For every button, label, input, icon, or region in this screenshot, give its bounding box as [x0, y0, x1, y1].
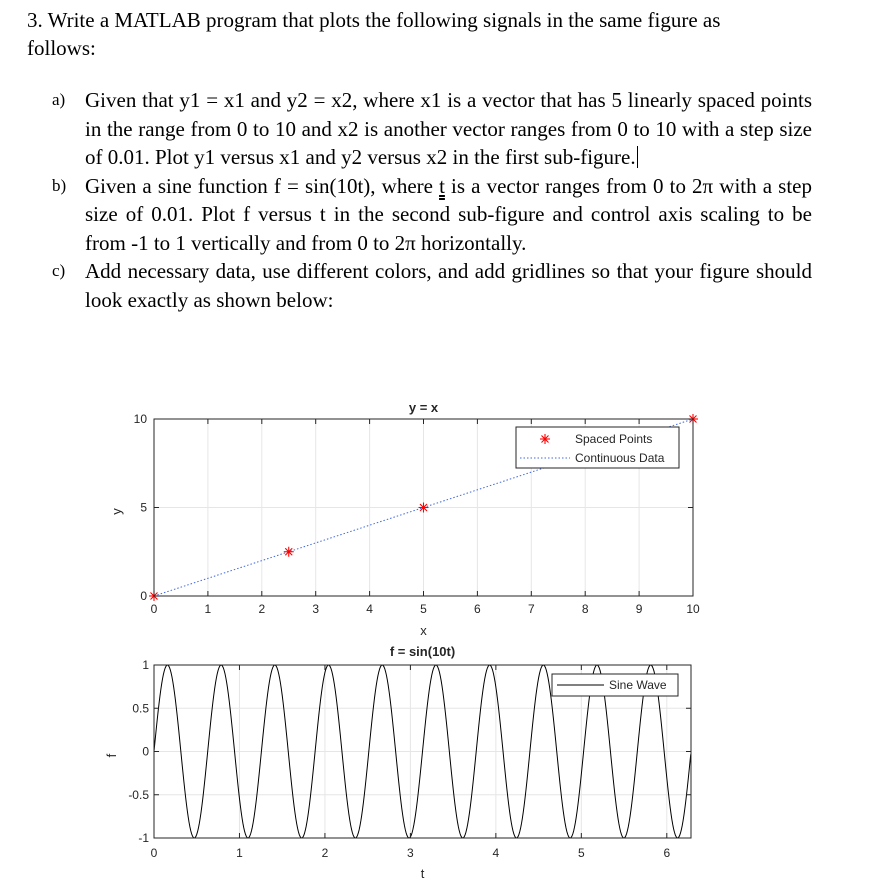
plot1-ylabel: y	[109, 508, 124, 515]
item-b-text-after: is a vector ranges from 0 to 2π with a step size of 0.01. Plot f versus t in the second sub-figure and control axis scaling to be from -1 to 1 vertically and from 0 to 2π horizontally.	[85, 173, 812, 255]
plot1-xtick-label-5: 5	[420, 602, 427, 616]
plot2-xtick-label-1: 1	[236, 846, 243, 860]
item-b-marker: b)	[52, 175, 67, 195]
plot1-xtick-label-4: 4	[366, 602, 373, 616]
plot1-xtick-label-2: 2	[258, 602, 266, 616]
legend-continuous-data-label: Continuous Data	[575, 451, 665, 465]
plot1-xtick-label-7: 7	[527, 602, 535, 616]
plot2-xlabel: t	[420, 866, 425, 881]
spaced-point-2	[419, 503, 429, 513]
item-b-underlined-t: t	[439, 173, 445, 198]
plot2-xtick-label-3: 3	[407, 846, 414, 860]
plot1-xtick-label-0: 0	[150, 602, 158, 616]
legend-spaced-points-label: Spaced Points	[575, 432, 653, 446]
plot2-ytick-label-1: -0.5	[128, 787, 149, 802]
legend-spaced-points-marker	[540, 434, 550, 444]
plot1-xlabel: x	[420, 623, 427, 638]
plot2-xtick-label-2: 2	[321, 846, 329, 860]
plot2-ytick-label-4: 1	[142, 658, 149, 672]
plot2-ylabel: f	[104, 753, 119, 758]
plot2-ytick-label-0: -1	[138, 831, 149, 845]
plot1-ytick-label-0: 0	[140, 589, 147, 603]
question-line-2: follows:	[27, 36, 96, 60]
plot1-ytick-label-1: 5	[140, 500, 147, 515]
plot2-xtick-label-4: 4	[492, 846, 500, 860]
spaced-point-1	[284, 547, 294, 557]
plot1-xtick-label-8: 8	[581, 602, 589, 616]
plot1-xtick-label-3: 3	[312, 602, 320, 616]
plot1-title: y = x	[408, 400, 439, 415]
item-c-text: Add necessary data, use different colors, and add gridlines so that your figure should look exactly as shown below:	[85, 259, 812, 312]
item-c-marker: c)	[52, 261, 66, 280]
plot2-xtick-label-5: 5	[577, 846, 585, 860]
item-a-text: Given that y1 = x1 and y2 = x2, where x1 is a vector that has 5 linearly spaced points in the range from 0 to 10 and x2 is another vector ranges from 0 to 10 with a step size of 0.01. Plot y1 versus x1 and y2 versus x2 in the first sub-figure.	[85, 88, 812, 169]
plot1-xtick-label-10: 10	[686, 602, 700, 616]
plot1-xtick-label-6: 6	[474, 602, 481, 616]
plot1-xtick-label-1: 1	[204, 602, 212, 616]
legend-sine-wave-label: Sine Wave	[609, 678, 667, 692]
plot1-ytick-label-2: 10	[133, 412, 147, 426]
question-line-1: 3. Write a MATLAB program that plots the following signals in the same figure as	[27, 8, 721, 32]
plot2-xtick-label-0: 0	[150, 846, 158, 860]
plot2-title: f = sin(10t)	[389, 644, 456, 659]
item-a-marker: a)	[52, 90, 66, 109]
plot2-ytick-label-2: 0	[142, 744, 149, 759]
plot1-xtick-label-9: 9	[635, 602, 643, 616]
plot2-xtick-label-6: 6	[663, 846, 671, 860]
item-b-text-before: Given a sine function f = sin(10t), where	[85, 173, 440, 198]
plot2-ytick-label-3: 0.5	[132, 701, 149, 716]
